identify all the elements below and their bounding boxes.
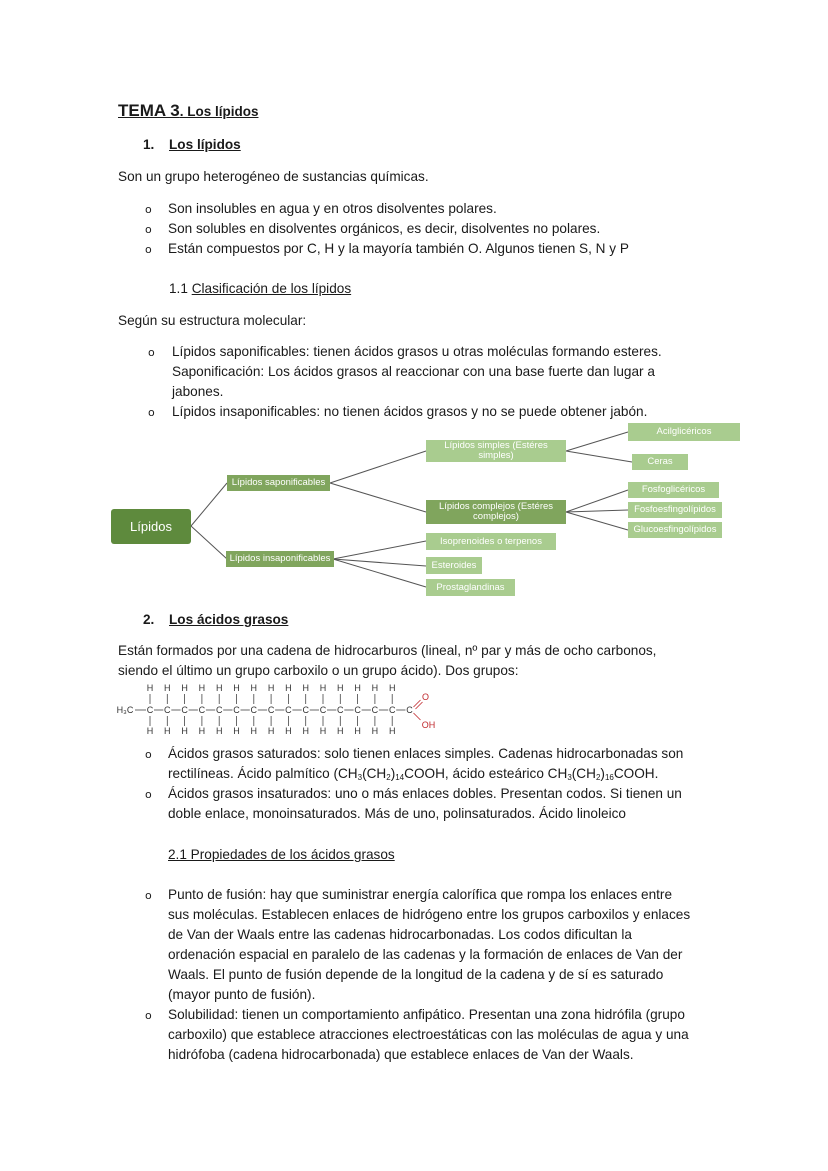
- hydrogen-atom-label: H: [337, 726, 344, 736]
- bullet-text: Waals. El punto de fusión depende de la longitud de la cadena y de sí es saturado: [168, 967, 664, 982]
- node-fosfogliceridos: Fosfoglicéricos: [628, 482, 719, 498]
- carbon-atom-label: C: [198, 705, 206, 715]
- hydrogen-atom-label: H: [371, 726, 379, 736]
- hydrogen-atom-label: H: [181, 683, 188, 693]
- hydrogen-atom-label: H: [250, 683, 258, 693]
- carboxyl-carbon-label: C: [406, 705, 413, 715]
- title-suffix: . Los lípidos: [179, 104, 259, 119]
- bullet-text: de Van der Waals entre las cadenas hidrocarbonadas. Los codos dificultan la: [168, 927, 632, 942]
- section-1-title: Los lípidos: [169, 137, 241, 152]
- hydrogen-atom-label: H: [215, 726, 223, 736]
- hydrogen-atom-label: H: [285, 726, 292, 736]
- hydrogen-atom-label: H: [250, 726, 258, 736]
- grasos-intro-line: siendo el último un grupo carboxilo o un grupo ácido). Dos grupos:: [118, 663, 519, 678]
- intro-text: Son un grupo heterogéneo de sustancias químicas.: [118, 169, 429, 184]
- carbon-atom-label: C: [388, 705, 396, 715]
- carbon-atom-label: C: [302, 705, 309, 715]
- hydrogen-atom-label: H: [337, 683, 344, 693]
- hydrogen-atom-label: H: [215, 683, 223, 693]
- section-1-number: 1.: [143, 137, 155, 152]
- oxygen-atom-label: O: [421, 692, 430, 702]
- hydrogen-atom-label: H: [267, 683, 275, 693]
- carbon-atom-label: C: [337, 705, 344, 715]
- hydrogen-atom-label: H: [267, 726, 275, 736]
- bullet-text: doble enlace, monoinsaturados. Más de uno, polinsaturados. Ácido linoleico: [168, 806, 626, 821]
- hydrogen-atom-label: H: [388, 726, 396, 736]
- bullet-text: Lípidos saponificables: tienen ácidos grasos u otras moléculas formando esteres.: [172, 344, 662, 359]
- fatty-acid-formula: [112, 680, 442, 740]
- bullet-text: sus moléculas. Establecen enlaces de hidrógeno entre los grupos carboxilos y enlaces: [168, 907, 691, 922]
- bullet-text: Ácidos grasos insaturados: uno o más enlaces dobles. Presentan codos. Si tienen un: [168, 786, 682, 801]
- carbon-atom-label: C: [285, 705, 292, 715]
- hydrogen-atom-label: H: [388, 683, 396, 693]
- double-bond-line: [416, 702, 423, 709]
- carbon-atom-label: C: [181, 705, 188, 715]
- bullet-text: Son insolubles en agua y en otros disolventes polares.: [168, 201, 497, 216]
- node-insaponificables: Lípidos insaponificables: [226, 551, 334, 567]
- node-saponificables: Lípidos saponificables: [227, 475, 330, 491]
- bullet-icon: o: [145, 223, 152, 236]
- bullet-text: carboxilo) que establece atracciones electroestáticas con las moléculas de agua y una: [168, 1027, 689, 1042]
- carbon-atom-label: C: [250, 705, 258, 715]
- hydrogen-atom-label: H: [198, 726, 206, 736]
- double-bond-line: [414, 700, 421, 707]
- section-2-number: 2.: [143, 612, 155, 627]
- bullet-text: Solubilidad: tienen un comportamiento anfipático. Presentan una zona hidrófila (grupo: [168, 1007, 685, 1022]
- hydrogen-atom-label: H: [164, 726, 171, 736]
- bullet-icon: o: [145, 243, 152, 256]
- carbon-atom-label: C: [319, 705, 327, 715]
- bullet-text: Punto de fusión: hay que suministrar energía calorífica que rompa los enlaces entre: [168, 887, 673, 902]
- carbon-atom-label: C: [215, 705, 223, 715]
- bullet-text: hidrófoba (cadena hidrocarbonada) que establece enlaces de Van der Waals.: [168, 1047, 634, 1062]
- node-ceras: Ceras: [632, 454, 688, 470]
- bullet-text: rectilíneas. Ácido palmítico ($CH_3(CH_2)_{14}COOH$, ácido esteárico $CH_3(CH_2)_{16}COOH$.: [168, 766, 659, 782]
- hydrogen-atom-label: H: [319, 683, 327, 693]
- carbon-atom-label: C: [267, 705, 275, 715]
- node-lipidos: Lípidos: [111, 509, 191, 544]
- bullet-text: Son solubles en disolventes orgánicos, es decir, disolventes no polares.: [168, 221, 601, 236]
- grasos-intro-line: Están formados por una cadena de hidrocarburos (lineal, nº par y más de ocho carbonos,: [118, 643, 657, 658]
- bullet-text: jabones.: [172, 384, 224, 399]
- hydrogen-atom-label: H: [233, 683, 240, 693]
- node-complejos: Lípidos complejos (Estéres complejos): [426, 500, 566, 524]
- subsection-1-1-title: Clasificación de los lípidos: [191, 281, 352, 296]
- node-esteroides: Esteroides: [426, 557, 482, 574]
- hydrogen-atom-label: H: [146, 683, 154, 693]
- bullet-text: Saponificación: Los ácidos grasos al reaccionar con una base fuerte dan lugar a: [172, 364, 655, 379]
- carbon-atom-label: C: [146, 705, 154, 715]
- bullet-icon: o: [148, 406, 155, 419]
- bullet-text: ordenación espacial en paralelo de las cadenas y la formación de enlaces de Van der: [168, 947, 683, 962]
- hydrogen-atom-label: H: [181, 726, 188, 736]
- hydroxyl-group-label: OH: [421, 720, 436, 730]
- bullet-text: Lípidos insaponificables: no tienen ácidos grasos y no se puede obtener jabón.: [172, 404, 648, 419]
- carbon-atom-label: C: [371, 705, 379, 715]
- section-2-title: Los ácidos grasos: [169, 612, 289, 627]
- hydrogen-atom-label: H: [354, 726, 361, 736]
- hydrogen-atom-label: H: [319, 726, 327, 736]
- methyl-group-label: H₃C: [116, 705, 134, 715]
- node-acilgliceridos: Acilglicéricos: [628, 423, 740, 441]
- node-glucoesfingolipidos: Glucoesfingolípidos: [628, 522, 722, 538]
- node-prostaglandinas: Prostaglandinas: [426, 579, 515, 596]
- bullet-icon: o: [145, 889, 152, 902]
- hydrogen-atom-label: H: [285, 683, 292, 693]
- hydrogen-atom-label: H: [302, 726, 309, 736]
- single-bond-line: [414, 713, 421, 720]
- subsection-1-1-number: 1.1: [169, 281, 188, 296]
- hydrogen-atom-label: H: [146, 726, 154, 736]
- hydrogen-atom-label: H: [302, 683, 309, 693]
- section-2-heading: [143, 612, 288, 627]
- subsection-2-1-heading: 2.1 Propiedades de los ácidos grasos: [168, 847, 395, 862]
- hydrogen-atom-label: H: [164, 683, 171, 693]
- structure-text: Según su estructura molecular:: [118, 313, 307, 328]
- bullet-icon: o: [145, 203, 152, 216]
- hydrogen-atom-label: H: [354, 683, 361, 693]
- hydrogen-atom-label: H: [371, 683, 379, 693]
- bullet-text: (mayor punto de fusión).: [168, 987, 316, 1002]
- bullet-icon: o: [148, 346, 155, 359]
- bullet-icon: o: [145, 788, 152, 801]
- bullet-text: Están compuestos por C, H y la mayoría también O. Algunos tienen S, N y P: [168, 241, 629, 256]
- hydrogen-atom-label: H: [198, 683, 206, 693]
- bullet-icon: o: [145, 748, 152, 761]
- bullet-text: Ácidos grasos saturados: solo tienen enlaces simples. Cadenas hidrocarbonadas son: [168, 746, 684, 761]
- node-simples: Lípidos simples (Estéres simples): [426, 440, 566, 462]
- hydrogen-atom-label: H: [233, 726, 240, 736]
- carbon-atom-label: C: [233, 705, 240, 715]
- carbon-atom-label: C: [164, 705, 171, 715]
- node-fosfoesfingolipidos: Fosfoesfingolípidos: [628, 502, 722, 518]
- node-isoprenoides: Isoprenoides o terpenos: [426, 533, 556, 550]
- carbon-atom-label: C: [354, 705, 361, 715]
- title-prefix: TEMA 3: [118, 101, 180, 120]
- bullet-icon: o: [145, 1009, 152, 1022]
